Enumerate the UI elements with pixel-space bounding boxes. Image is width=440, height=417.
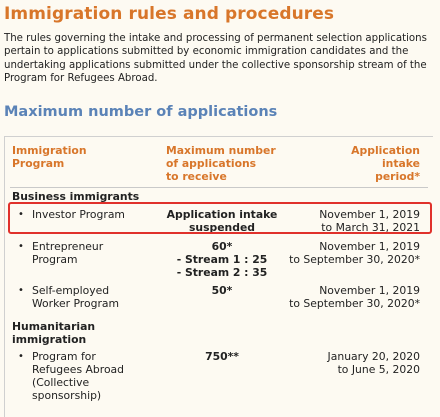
group-business-immigrants: Business immigrants — [12, 190, 140, 203]
intro-paragraph: The rules governing the intake and processing of permanent selection applications pertain to applications submitted by economic immigration candidates and the undertaking applications submitted under the collective sponsorship stream of the Program for Refugees Abroad. — [4, 33, 427, 85]
period-investor: November 1, 2019 to March 31, 2021 — [319, 208, 420, 234]
header-intake-period: Application intake period* — [351, 144, 420, 183]
max-investor: Application intake suspended — [166, 208, 278, 234]
program-self-employed[interactable]: Self-employed Worker Program — [32, 284, 120, 310]
section-title: Maximum number of applications — [4, 104, 278, 120]
group-humanitarian-immigration: Humanitarian immigration — [12, 320, 96, 346]
period-self-employed: November 1, 2019 to September 30, 2020* — [289, 284, 420, 310]
header-divider — [10, 187, 428, 188]
period-refugees-abroad: January 20, 2020 to June 5, 2020 — [327, 350, 420, 376]
max-refugees-abroad: 750** — [205, 350, 239, 363]
program-investor[interactable]: Investor Program — [32, 208, 125, 221]
program-refugees-abroad[interactable]: Program for Refugees Abroad (Collective sponsorship) — [32, 350, 125, 402]
bullet: • — [18, 241, 24, 252]
bullet: • — [18, 285, 24, 296]
bullet: • — [18, 209, 24, 220]
period-entrepreneur: November 1, 2019 to September 30, 2020* — [289, 240, 420, 266]
header-max-applications: Maximum number of applications to receive — [166, 144, 276, 183]
highlight-box — [8, 202, 432, 234]
header-program: Immigration Program — [12, 144, 87, 170]
program-entrepreneur[interactable]: Entrepreneur Program — [32, 240, 104, 266]
max-self-employed: 50* — [211, 284, 233, 297]
page-title: Immigration rules and procedures — [4, 4, 335, 24]
bullet: • — [18, 351, 24, 362]
max-entrepreneur: 60* - Stream 1 : 25 - Stream 2 : 35 — [176, 240, 268, 279]
